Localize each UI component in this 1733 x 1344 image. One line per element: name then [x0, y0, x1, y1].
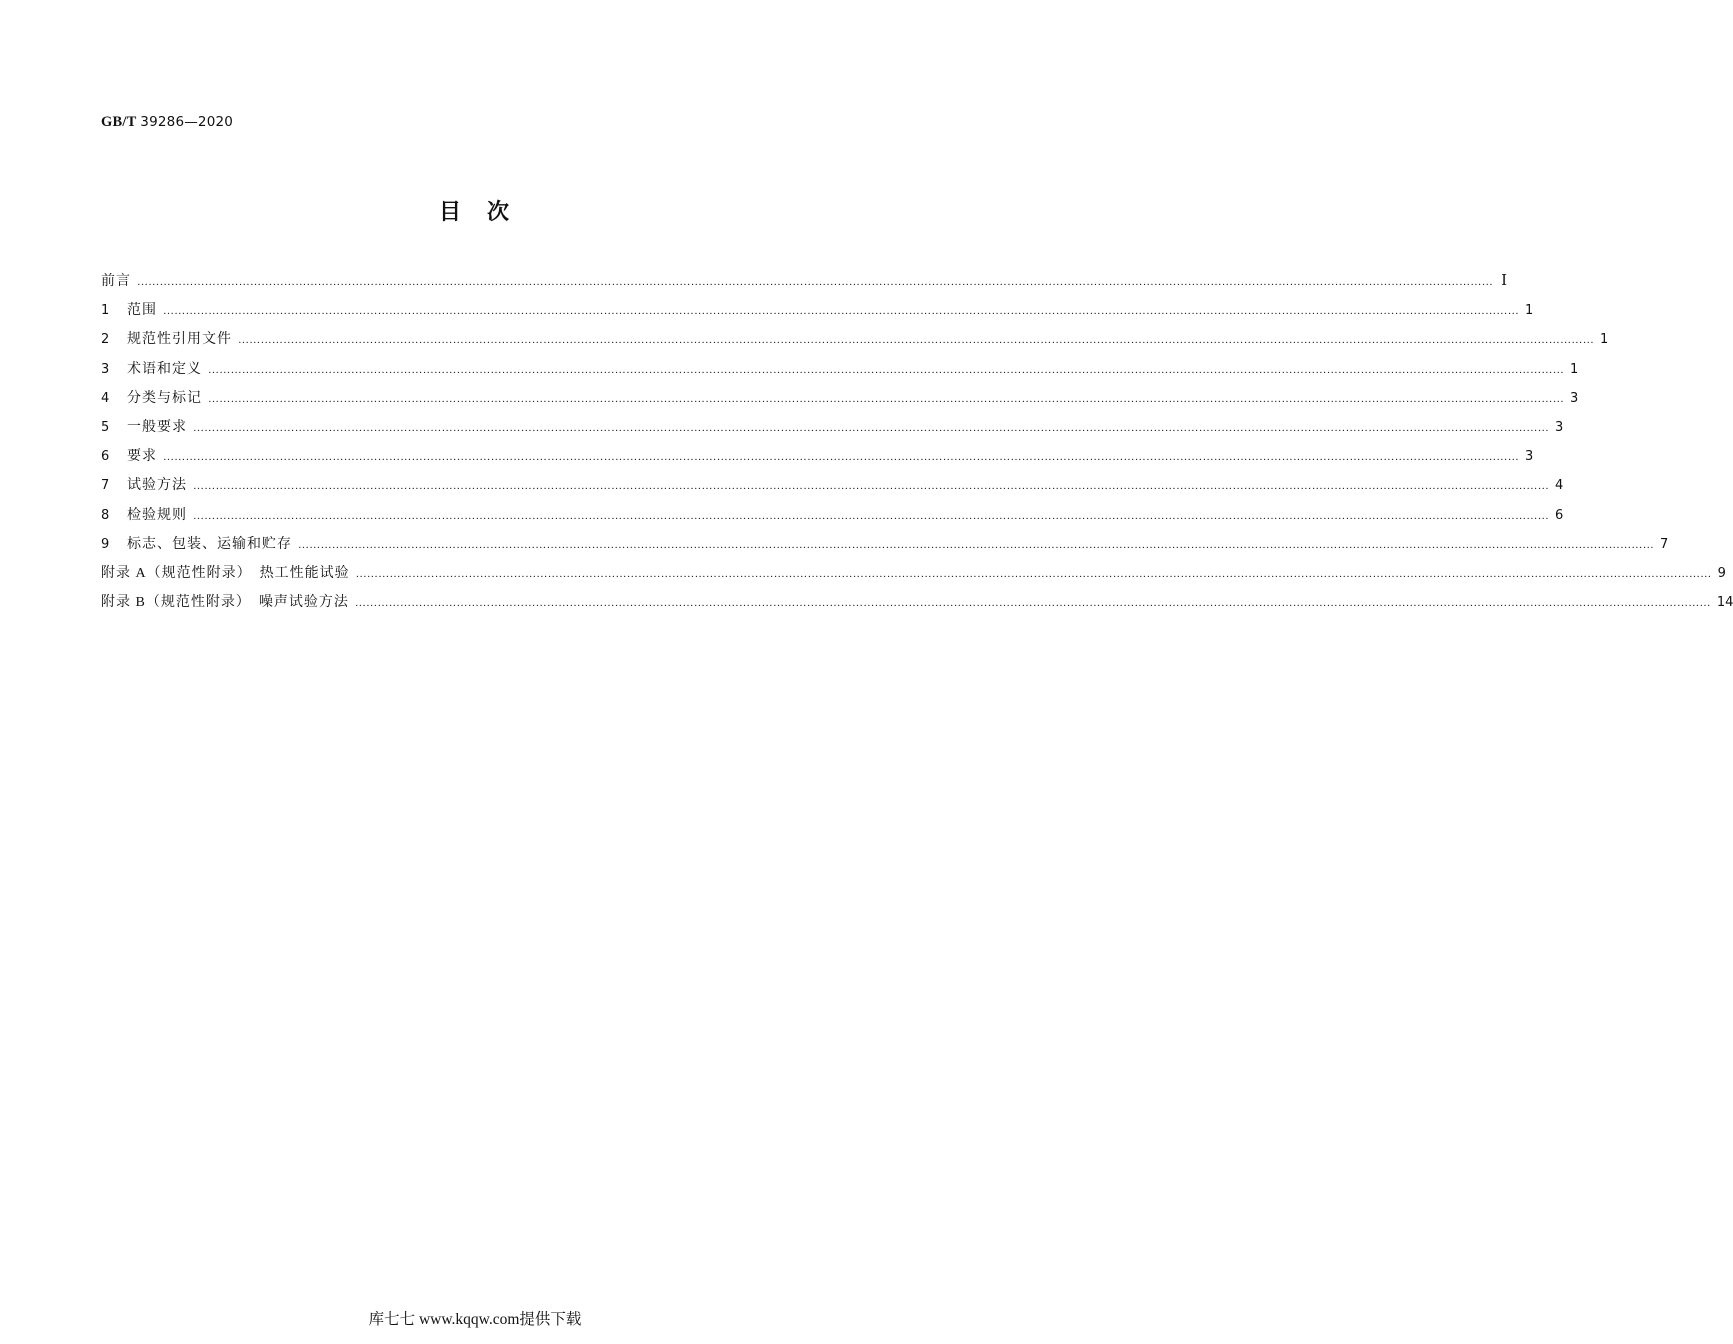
toc-entry-page: 7 [1660, 536, 1669, 552]
toc-entry-page: 3 [1570, 390, 1579, 406]
toc-entry[interactable] [101, 474, 1564, 503]
toc-entry-label: 术语和定义 [127, 361, 202, 377]
toc-entry-number: 2 [101, 332, 110, 348]
standard-code [101, 114, 233, 131]
toc-dot-leader: ……………………………………………………………………………………………………………………………………………………………………………………………………………………………………………………………………………………………………………………………… [163, 305, 1519, 318]
toc-entry-label: 前言 [101, 274, 131, 289]
toc-dot-leader: ……………………………………………………………………………………………………………………………………………………………………………………………………………………………………………………………………………………………………………………………… [238, 334, 1594, 347]
toc-entry[interactable] [101, 299, 1534, 328]
toc-dot-leader: ……………………………………………………………………………………………………………………………………………………………………………………………………………………………………………………………………………………………………………………………… [193, 480, 1549, 493]
toc-dot-leader: ……………………………………………………………………………………………………………………………………………………………………………………………………………………………………………………………………………………………………………………………… [208, 363, 1564, 376]
toc-entry-number: 9 [101, 536, 110, 552]
toc-title: 目 次 [438, 200, 511, 225]
toc-entry-label: 检验规则 [127, 507, 187, 523]
toc-entry[interactable] [101, 416, 1564, 445]
toc-entry-label: 标志、包装、运输和贮存 [127, 536, 292, 552]
toc-dot-leader: ……………………………………………………………………………………………………………………………………………………………………………………………………………………………………………………………………………………………………………………………… [354, 597, 1711, 610]
standard-prefix: GB/T [101, 114, 137, 130]
toc-dot-leader: ……………………………………………………………………………………………………………………………………………………………………………………………………………………………………………………………………………………………………………………………… [355, 567, 1712, 580]
toc-dot-leader: ……………………………………………………………………………………………………………………………………………………………………………………………………………………………………………………………………………………………………………………………… [163, 451, 1519, 464]
toc-entry-page: 3 [1525, 449, 1534, 465]
toc-entry-page: 6 [1555, 507, 1564, 523]
toc-entry-label: 要求 [127, 449, 157, 465]
toc-entry-label: 试验方法 [127, 478, 187, 494]
toc-entry[interactable] [101, 358, 1579, 387]
toc-entry-number: 6 [101, 449, 110, 465]
toc-entry[interactable] [101, 504, 1564, 533]
toc-entry[interactable] [101, 270, 1507, 299]
toc-entry-label: 附录 A（规范性附录） 热工性能试验 [101, 565, 350, 581]
toc-entry-page: 14 [1716, 595, 1733, 611]
toc-dot-leader: ……………………………………………………………………………………………………………………………………………………………………………………………………………………………………………………………………………………………………………………………… [298, 538, 1654, 551]
toc-entry[interactable] [101, 445, 1534, 474]
toc-entry-number: 3 [101, 361, 110, 377]
toc-entry-label: 附录 B（规范性附录） 噪声试验方法 [101, 595, 349, 611]
toc-entry-page: Ⅰ [1501, 273, 1507, 289]
toc-entry-page: 1 [1600, 332, 1609, 348]
toc-entry-label: 一般要求 [127, 419, 187, 435]
toc-entry-page: 1 [1525, 303, 1534, 319]
toc-entry-label: 范围 [127, 303, 157, 319]
table-of-contents [101, 270, 1733, 620]
toc-entry[interactable] [101, 328, 1609, 357]
toc-entry[interactable] [101, 533, 1669, 562]
standard-number: 39286—2020 [140, 114, 234, 130]
toc-entry-page: 9 [1717, 565, 1726, 581]
footer-download-note: 库七七 www.kqqw.com提供下载 [368, 1311, 582, 1328]
toc-entry-number: 5 [101, 419, 110, 435]
toc-dot-leader: ……………………………………………………………………………………………………………………………………………………………………………………………………………………………………………………………………………………………………………………………… [137, 276, 1493, 288]
toc-dot-leader: ……………………………………………………………………………………………………………………………………………………………………………………………………………………………………………………………………………………………………………………………… [208, 392, 1564, 405]
toc-entry[interactable] [101, 591, 1733, 620]
toc-entry-label: 分类与标记 [127, 390, 202, 406]
toc-entry-page: 4 [1555, 478, 1564, 494]
toc-entry-page: 1 [1570, 361, 1579, 377]
toc-dot-leader: ……………………………………………………………………………………………………………………………………………………………………………………………………………………………………………………………………………………………………………………………… [193, 509, 1549, 522]
toc-entry-number: 1 [101, 303, 110, 319]
toc-entry[interactable] [101, 387, 1579, 416]
toc-entry-number: 4 [101, 390, 110, 406]
toc-entry-label: 规范性引用文件 [127, 332, 232, 348]
toc-entry-number: 8 [101, 507, 110, 523]
toc-entry-number: 7 [101, 478, 110, 494]
toc-dot-leader: ……………………………………………………………………………………………………………………………………………………………………………………………………………………………………………………………………………………………………………………………… [193, 421, 1549, 434]
toc-entry[interactable] [101, 562, 1726, 591]
toc-entry-page: 3 [1555, 419, 1564, 435]
